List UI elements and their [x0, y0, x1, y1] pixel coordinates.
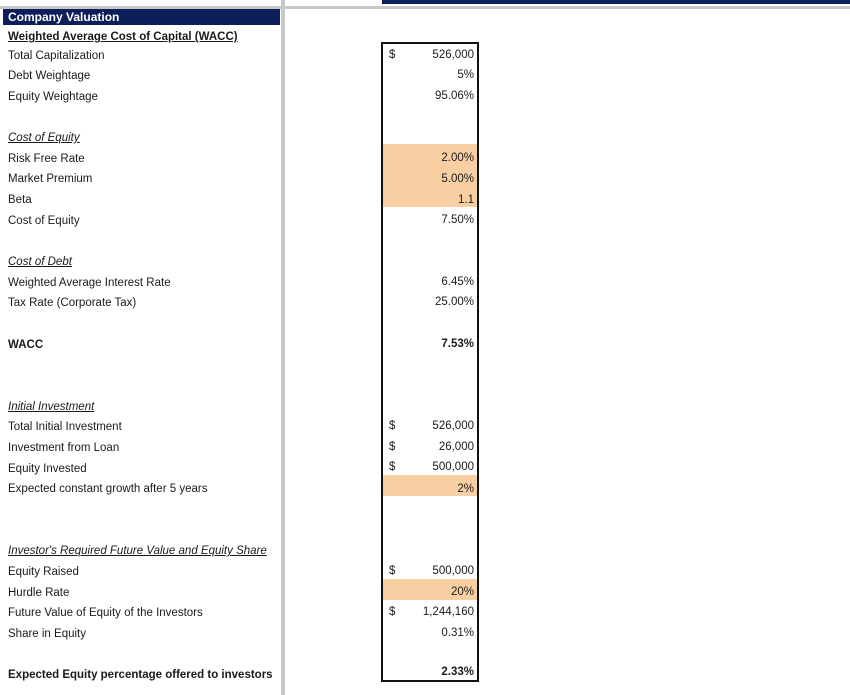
label-hurdle-rate[interactable]: Hurdle Rate — [8, 587, 70, 599]
cost-of-debt-heading[interactable]: Cost of Debt — [8, 256, 72, 268]
cell-value: 26,000 — [438, 441, 474, 453]
frozen-pane-divider[interactable] — [281, 0, 285, 695]
label-wacc[interactable]: WACC — [8, 339, 44, 351]
cell-value: 1,244,160 — [422, 606, 474, 618]
currency-symbol: $ — [389, 461, 396, 473]
currency-symbol: $ — [389, 606, 396, 618]
investor-heading[interactable]: Investor's Required Future Value and Equity Share — [8, 545, 267, 557]
label-market-premium[interactable]: Market Premium — [8, 173, 93, 185]
label-equity-weightage[interactable]: Equity Weightage — [8, 91, 98, 103]
cost-of-equity-heading[interactable]: Cost of Equity — [8, 132, 80, 144]
currency-symbol: $ — [389, 49, 396, 61]
label-total-capitalization[interactable]: Total Capitalization — [8, 50, 105, 62]
currency-symbol: $ — [389, 420, 396, 432]
initial-investment-heading[interactable]: Initial Investment — [8, 401, 95, 413]
cell-value: 6.45% — [441, 276, 474, 288]
label-future-value-equity[interactable]: Future Value of Equity of the Investors — [8, 607, 203, 619]
cell-value: 500,000 — [432, 565, 474, 577]
label-tax-rate[interactable]: Tax Rate (Corporate Tax) — [8, 297, 137, 309]
label-beta[interactable]: Beta — [8, 194, 32, 206]
label-cost-of-equity[interactable]: Cost of Equity — [8, 215, 80, 227]
label-weighted-average-interest-rate[interactable]: Weighted Average Interest Rate — [8, 277, 171, 289]
cell-value: 526,000 — [432, 49, 474, 61]
label-equity-invested[interactable]: Equity Invested — [8, 463, 87, 475]
cell-value: 20% — [450, 586, 474, 598]
cell-value: 7.53% — [441, 338, 474, 350]
wacc-heading[interactable]: Weighted Average Cost of Capital (WACC) — [8, 31, 238, 43]
cell-value: 95.06% — [434, 90, 474, 102]
label-debt-weightage[interactable]: Debt Weightage — [8, 70, 91, 82]
label-expected-constant-growth[interactable]: Expected constant growth after 5 years — [8, 483, 208, 495]
cell-value: 526,000 — [432, 420, 474, 432]
label-share-in-equity[interactable]: Share in Equity — [8, 628, 86, 640]
header-fill-strip — [382, 0, 850, 4]
cell-value: 5.00% — [441, 173, 474, 185]
currency-symbol: $ — [389, 441, 396, 453]
cell-value: 1.1 — [458, 194, 474, 206]
label-expected-equity-percentage[interactable]: Expected Equity percentage offered to investors — [8, 669, 273, 681]
cell-value: 2.00% — [441, 152, 474, 164]
label-risk-free-rate[interactable]: Risk Free Rate — [8, 153, 85, 165]
label-equity-raised[interactable]: Equity Raised — [8, 566, 79, 578]
cell-value: 500,000 — [432, 461, 474, 473]
cell-value: 25.00% — [434, 296, 474, 308]
currency-symbol: $ — [389, 565, 396, 577]
cell-value: 5% — [457, 69, 474, 81]
cell-value: 0.31% — [441, 627, 474, 639]
values-column-border — [381, 42, 479, 682]
label-total-initial-investment[interactable]: Total Initial Investment — [8, 421, 122, 433]
cell-value: 2.33% — [441, 666, 474, 678]
label-investment-from-loan[interactable]: Investment from Loan — [8, 442, 120, 454]
cell-value: 2% — [457, 483, 474, 495]
cell-value: 7.50% — [441, 214, 474, 226]
sheet-title[interactable]: Company Valuation — [3, 9, 280, 25]
